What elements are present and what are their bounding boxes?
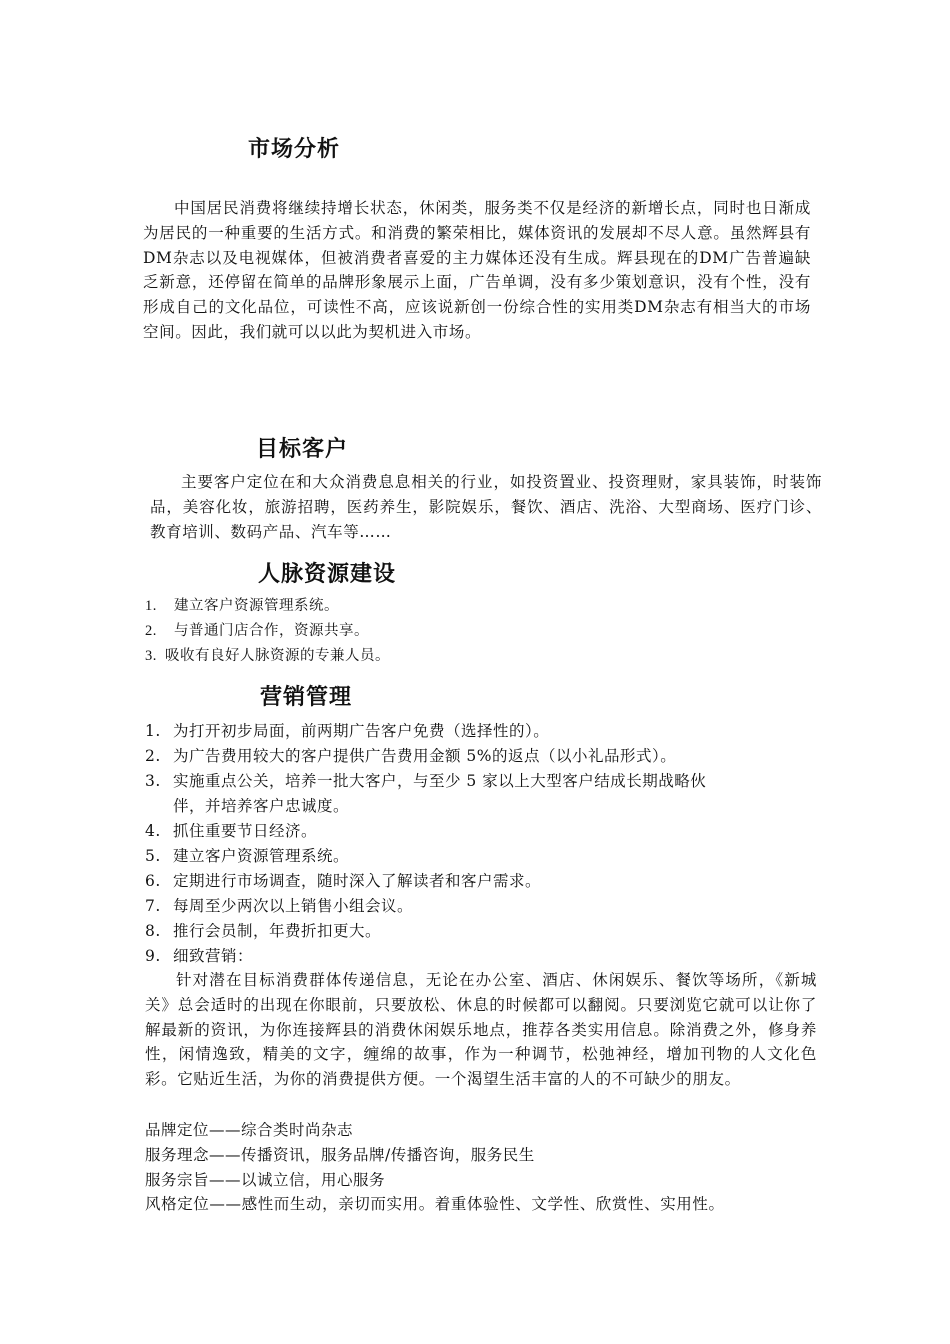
marketing-list-item xyxy=(145,869,541,893)
list-number: 5. xyxy=(145,847,161,865)
list-number: 2. xyxy=(145,623,157,639)
heading-marketing-management: 营销管理 xyxy=(260,685,353,710)
market-analysis-paragraph: 中国居民消费将继续持增长状态，休闲类，服务类不仅是经济的新增长点，同时也日渐成为居民的一种重要的生活方式。和消费的繁荣相比，媒体资讯的发展却不尽人意。虽然辉县有DM杂志以及电视媒体，但被消费者喜爱的主力媒体还没有生成。辉县现在的DM广告普遍缺乏新意，还停留在简单的品牌形象展示上面，广告单调，没有多少策划意识，没有个性，没有形成自己的文化品位，可读性不高，应该说新创一份综合性的实用类DM杂志有相当大的市场空间。因此，我们就可以以此为契机进入市场。 xyxy=(143,199,811,341)
list-text: 实施重点公关，培养一批大客户，与至少 5 家以上大型客户结成长期战略伙 xyxy=(173,772,707,790)
list-text: 推行会员制，年费折扣更大。 xyxy=(173,922,382,940)
heading-market-analysis: 市场分析 xyxy=(248,137,341,162)
target-customers-paragraph: 主要客户定位在和大众消费息息相关的行业，如投资置业、投资理财，家具装饰，时装饰品，美容化妆，旅游招聘，医药养生，影院娱乐，餐饮、酒店、洗浴、大型商场、医疗门诊、教育培训、数码产品、汽车等…… xyxy=(150,473,822,541)
list-text: 建立客户资源管理系统。 xyxy=(174,598,339,614)
marketing-list-item xyxy=(145,744,676,768)
marketing-detail-paragraph: 针对潜在目标消费群体传递信息，无论在办公室、酒店、休闲娱乐、餐饮等场所，《新城关》总会适时的出现在你眼前，只要放松、休息的时候都可以翻阅。只要浏览它就可以让你了解最新的资讯，为你连接辉县的消费休闲娱乐地点，推荐各类实用信息。除消费之外，修身养性，闲情逸致，精美的文字，缠绵的故事，作为一种调节，松弛神经，增加刊物的人文化色彩。它贴近生活，为你的消费提供方便。一个渴望生活丰富的人的不可缺少的朋友。 xyxy=(145,971,817,1089)
brand-positioning-line: 品牌定位——综合类时尚杂志 xyxy=(145,1121,354,1139)
list-number: 1. xyxy=(145,722,161,740)
list-text: 抓住重要节日经济。 xyxy=(173,822,318,840)
marketing-list-item xyxy=(145,819,317,843)
list-number: 6. xyxy=(145,872,161,890)
list-text: 细致营销： xyxy=(173,947,254,965)
list-number: 1. xyxy=(145,598,157,614)
service-tenet-line: 服务宗旨——以诚立信，用心服务 xyxy=(145,1171,386,1189)
list-number: 4. xyxy=(145,822,161,840)
marketing-list-item xyxy=(145,919,381,943)
list-number: 8. xyxy=(145,922,161,940)
marketing-list-item xyxy=(145,944,253,968)
marketing-list-item xyxy=(145,719,549,743)
network-list-item xyxy=(145,619,369,643)
list-number: 2. xyxy=(145,747,161,765)
list-text: 为打开初步局面，前两期广告客户免费（选择性的）。 xyxy=(173,722,550,740)
network-list-item xyxy=(145,644,390,668)
service-concept-line: 服务理念——传播资讯，服务品牌/传播咨询，服务民生 xyxy=(145,1146,535,1164)
list-text: 为广告费用较大的客户提供广告费用金额 5%的返点（以小礼品形式）。 xyxy=(173,747,677,765)
list-text: 吸收有良好人脉资源的专兼人员。 xyxy=(165,648,390,664)
marketing-list-item-continuation: 伴，并培养客户忠诚度。 xyxy=(173,797,350,815)
list-number: 7. xyxy=(145,897,161,915)
list-number: 9. xyxy=(145,947,161,965)
marketing-list-item xyxy=(145,894,413,918)
network-list-item xyxy=(145,594,339,618)
marketing-list-item xyxy=(145,844,349,868)
list-text: 与普通门店合作，资源共享。 xyxy=(174,623,369,639)
style-positioning-paragraph: 风格定位——感性而生动，亲切而实用。着重体验性、文学性、欣赏性、实用性。 xyxy=(145,1195,725,1213)
list-text: 建立客户资源管理系统。 xyxy=(173,847,350,865)
list-number: 3. xyxy=(145,648,157,664)
list-number: 3. xyxy=(145,772,161,790)
list-text: 定期进行市场调查，随时深入了解读者和客户需求。 xyxy=(173,872,542,890)
heading-target-customers: 目标客户 xyxy=(256,437,349,462)
list-text: 每周至少两次以上销售小组会议。 xyxy=(173,897,414,915)
heading-network-building: 人脉资源建设 xyxy=(258,562,397,587)
marketing-list-item xyxy=(145,769,706,793)
